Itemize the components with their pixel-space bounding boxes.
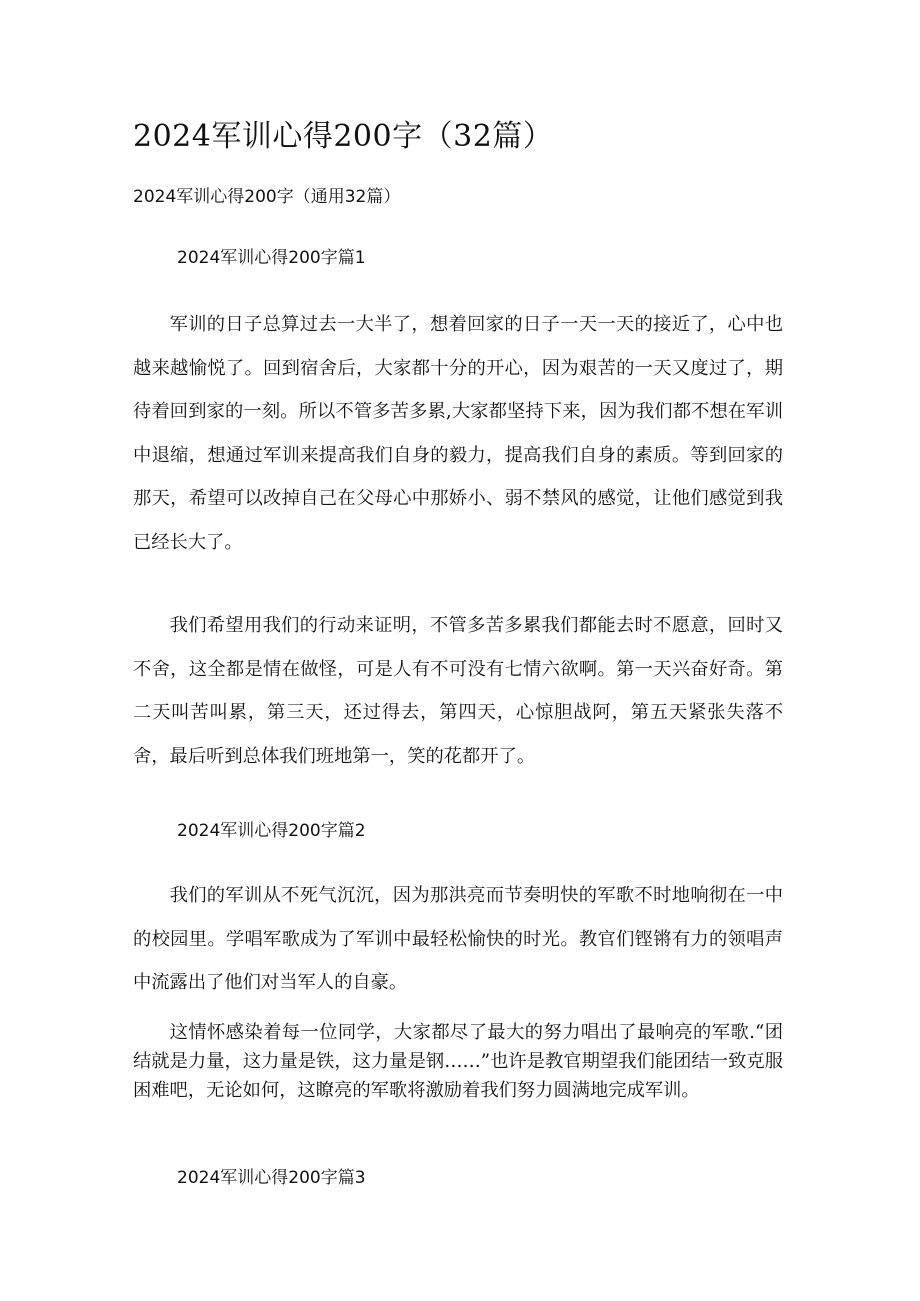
section-heading-1: 2024军训心得200字篇1	[177, 248, 366, 268]
section-2-paragraph-1: 我们的军训从不死气沉沉，因为那洪亮而节奏明快的军歌不时地响彻在一中的校园里。学唱军歌成为了军训中最轻松愉快的时光。教官们铿锵有力的领唱声中流露出了他们对当军人的自豪。	[133, 885, 783, 994]
section-2-paragraph-2: 这情怀感染着每一位同学，大家都尽了最大的努力唱出了最响亮的军歌.“团结就是力量，这力量是铁，这力量是钢……”也许是教官期望我们能团结一致克服困难吧，无论如何，这瞭亮的军歌将激励着我们努力圆满地完成军训。	[133, 1022, 783, 1101]
section-1-paragraph-2: 我们希望用我们的行动来证明，不管多苦多累我们都能去时不愿意，回时又不舍，这全都是情在做怪，可是人有不可没有七情六欲啊。第一天兴奋好奇。第二天叫苦叫累，第三天，还过得去，第四天，心惊胆战阿，第五天紧张失落不舍，最后听到总体我们班地第一，笑的花都开了。	[133, 615, 783, 767]
section-heading-3: 2024军训心得200字篇3	[177, 1168, 366, 1188]
section-heading-2: 2024军训心得200字篇2	[177, 821, 366, 841]
document-title: 2024军训心得200字（32篇）	[133, 119, 554, 154]
document-subtitle: 2024军训心得200字（通用32篇）	[133, 187, 401, 207]
section-1-paragraph-1: 军训的日子总算过去一大半了，想着回家的日子一天一天的接近了，心中也越来越愉悦了。回到宿舍后，大家都十分的开心，因为艰苦的一天又度过了，期待着回到家的一刻。所以不管多苦多累,大家都坚持下来，因为我们都不想在军训中退缩，想通过军训来提高我们自身的毅力，提高我们自身的素质。等到回家的那天，希望可以改掉自己在父母心中那娇小、弱不禁风的感觉，让他们感觉到我已经长大了。	[133, 314, 783, 553]
